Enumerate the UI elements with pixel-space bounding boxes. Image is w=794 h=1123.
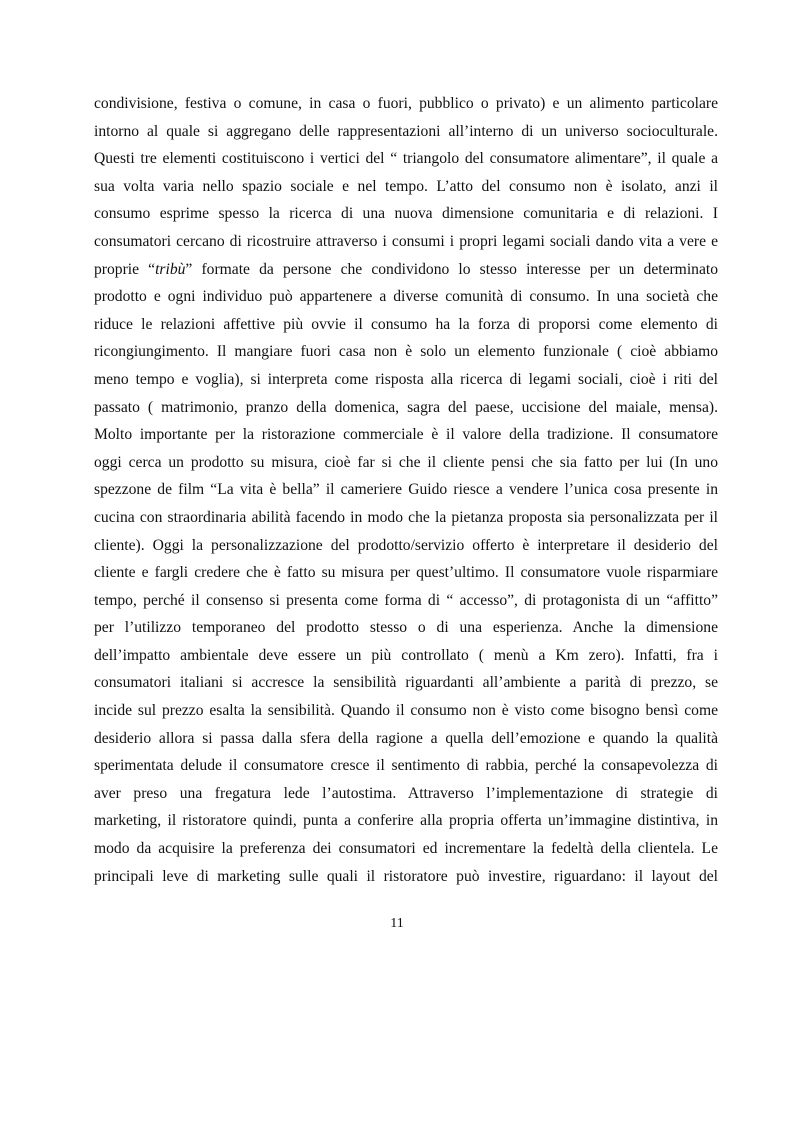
- text-line: passato ( matrimonio, pranzo della domenica, sagra del paese, uccisione del maiale, mensa).: [94, 398, 718, 416]
- text-line: riduce le relazioni affettive più ovvie il consumo ha la forza di proporsi come elemento di: [94, 315, 718, 333]
- tribu-sentence: proprie “tribù” formate da persone che condividono lo stesso interesse per un determinato: [94, 260, 718, 278]
- text-line: Molto importante per la ristorazione commerciale è il valore della tradizione. Il consumatore: [94, 426, 718, 444]
- text-line: cliente). Oggi la personalizzazione del prodotto/servizio offerto è interpretare il desiderio del: [94, 536, 718, 554]
- text-line: sua volta varia nello spazio sociale e nel tempo. L’atto del consumo non è isolato, anzi il: [94, 177, 718, 195]
- text-line: consumatori italiani si accresce la sensibilità riguardanti all’ambiente a parità di prezzo, se: [94, 674, 718, 692]
- text-line: incide sul prezzo esalta la sensibilità. Quando il consumo non è visto come bisogno bensì come: [94, 702, 718, 720]
- text-line: marketing, il ristoratore quindi, punta a conferire alla propria offerta un’immagine distintiva, in: [94, 812, 718, 830]
- text-line: prodotto e ogni individuo può appartenere a diverse comunità di consumo. In una società che: [94, 288, 718, 306]
- text-line: consumo esprime spesso la ricerca di una nuova dimensione comunitaria e di relazioni. I: [94, 205, 718, 223]
- text-line: per l’utilizzo temporaneo del prodotto stesso o di una esperienza. Anche la dimensione: [94, 619, 718, 637]
- text-line: oggi cerca un prodotto su misura, cioè far si che il cliente pensi che sia fatto per lui (In uno: [94, 453, 718, 471]
- text-line: cucina con straordinaria abilità facendo in modo che la pietanza proposta sia personalizzata per il: [94, 508, 718, 526]
- emphasized-word: tribù: [155, 260, 186, 278]
- page-number: 11: [390, 916, 404, 931]
- text-line: modo da acquisire la preferenza dei consumatori ed incrementare la fedeltà della clientela. Le: [94, 840, 718, 858]
- text-line: tempo, perché il consenso si presenta come forma di “ accesso”, di protagonista di un “affitto”: [94, 591, 718, 609]
- text-line: consumatori cercano di ricostruire attraverso i consumi i propri legami sociali dando vita a vere e: [94, 232, 718, 250]
- text-line-tribu: [94, 256, 718, 284]
- text-line: aver preso una fregatura lede l’autostima. Attraverso l’implementazione di strategie di: [94, 784, 718, 802]
- text-line: Questi tre elementi costituiscono i vertici del “ triangolo del consumatore alimentare”, il quale a: [94, 150, 718, 168]
- text-line: meno tempo e voglia), si interpreta come risposta alla ricerca di legami sociali, cioè i riti del: [94, 370, 718, 388]
- text-line: sperimentata delude il consumatore cresce il sentimento di rabbia, perché la consapevolezza di: [94, 757, 718, 775]
- text-line: condivisione, festiva o comune, in casa o fuori, pubblico o privato) e un alimento particolare: [94, 95, 718, 112]
- text-line: spezzone de film “La vita è bella” il cameriere Guido riesce a vendere l’unica cosa presente in: [94, 481, 718, 499]
- text-line: intorno al quale si aggregano delle rappresentazioni all’interno di un universo socioculturale.: [94, 122, 718, 140]
- text-line: ricongiungimento. Il mangiare fuori casa non è solo un elemento funzionale ( cioè abbiamo: [94, 343, 718, 361]
- text-line: principali leve di marketing sulle quali il ristoratore può investire, riguardano: il layout del: [94, 867, 718, 885]
- body-paragraph: [94, 90, 718, 890]
- text-line: cliente e fargli credere che è fatto su misura per quest’ultimo. Il consumatore vuole risparmiare: [94, 564, 718, 582]
- text-line: dell’impatto ambientale deve essere un più controllato ( menù a Km zero). Infatti, fra i: [94, 646, 718, 664]
- text-line: desiderio allora si passa dalla sfera della ragione a quella dell’emozione e quando la qualità: [94, 729, 718, 747]
